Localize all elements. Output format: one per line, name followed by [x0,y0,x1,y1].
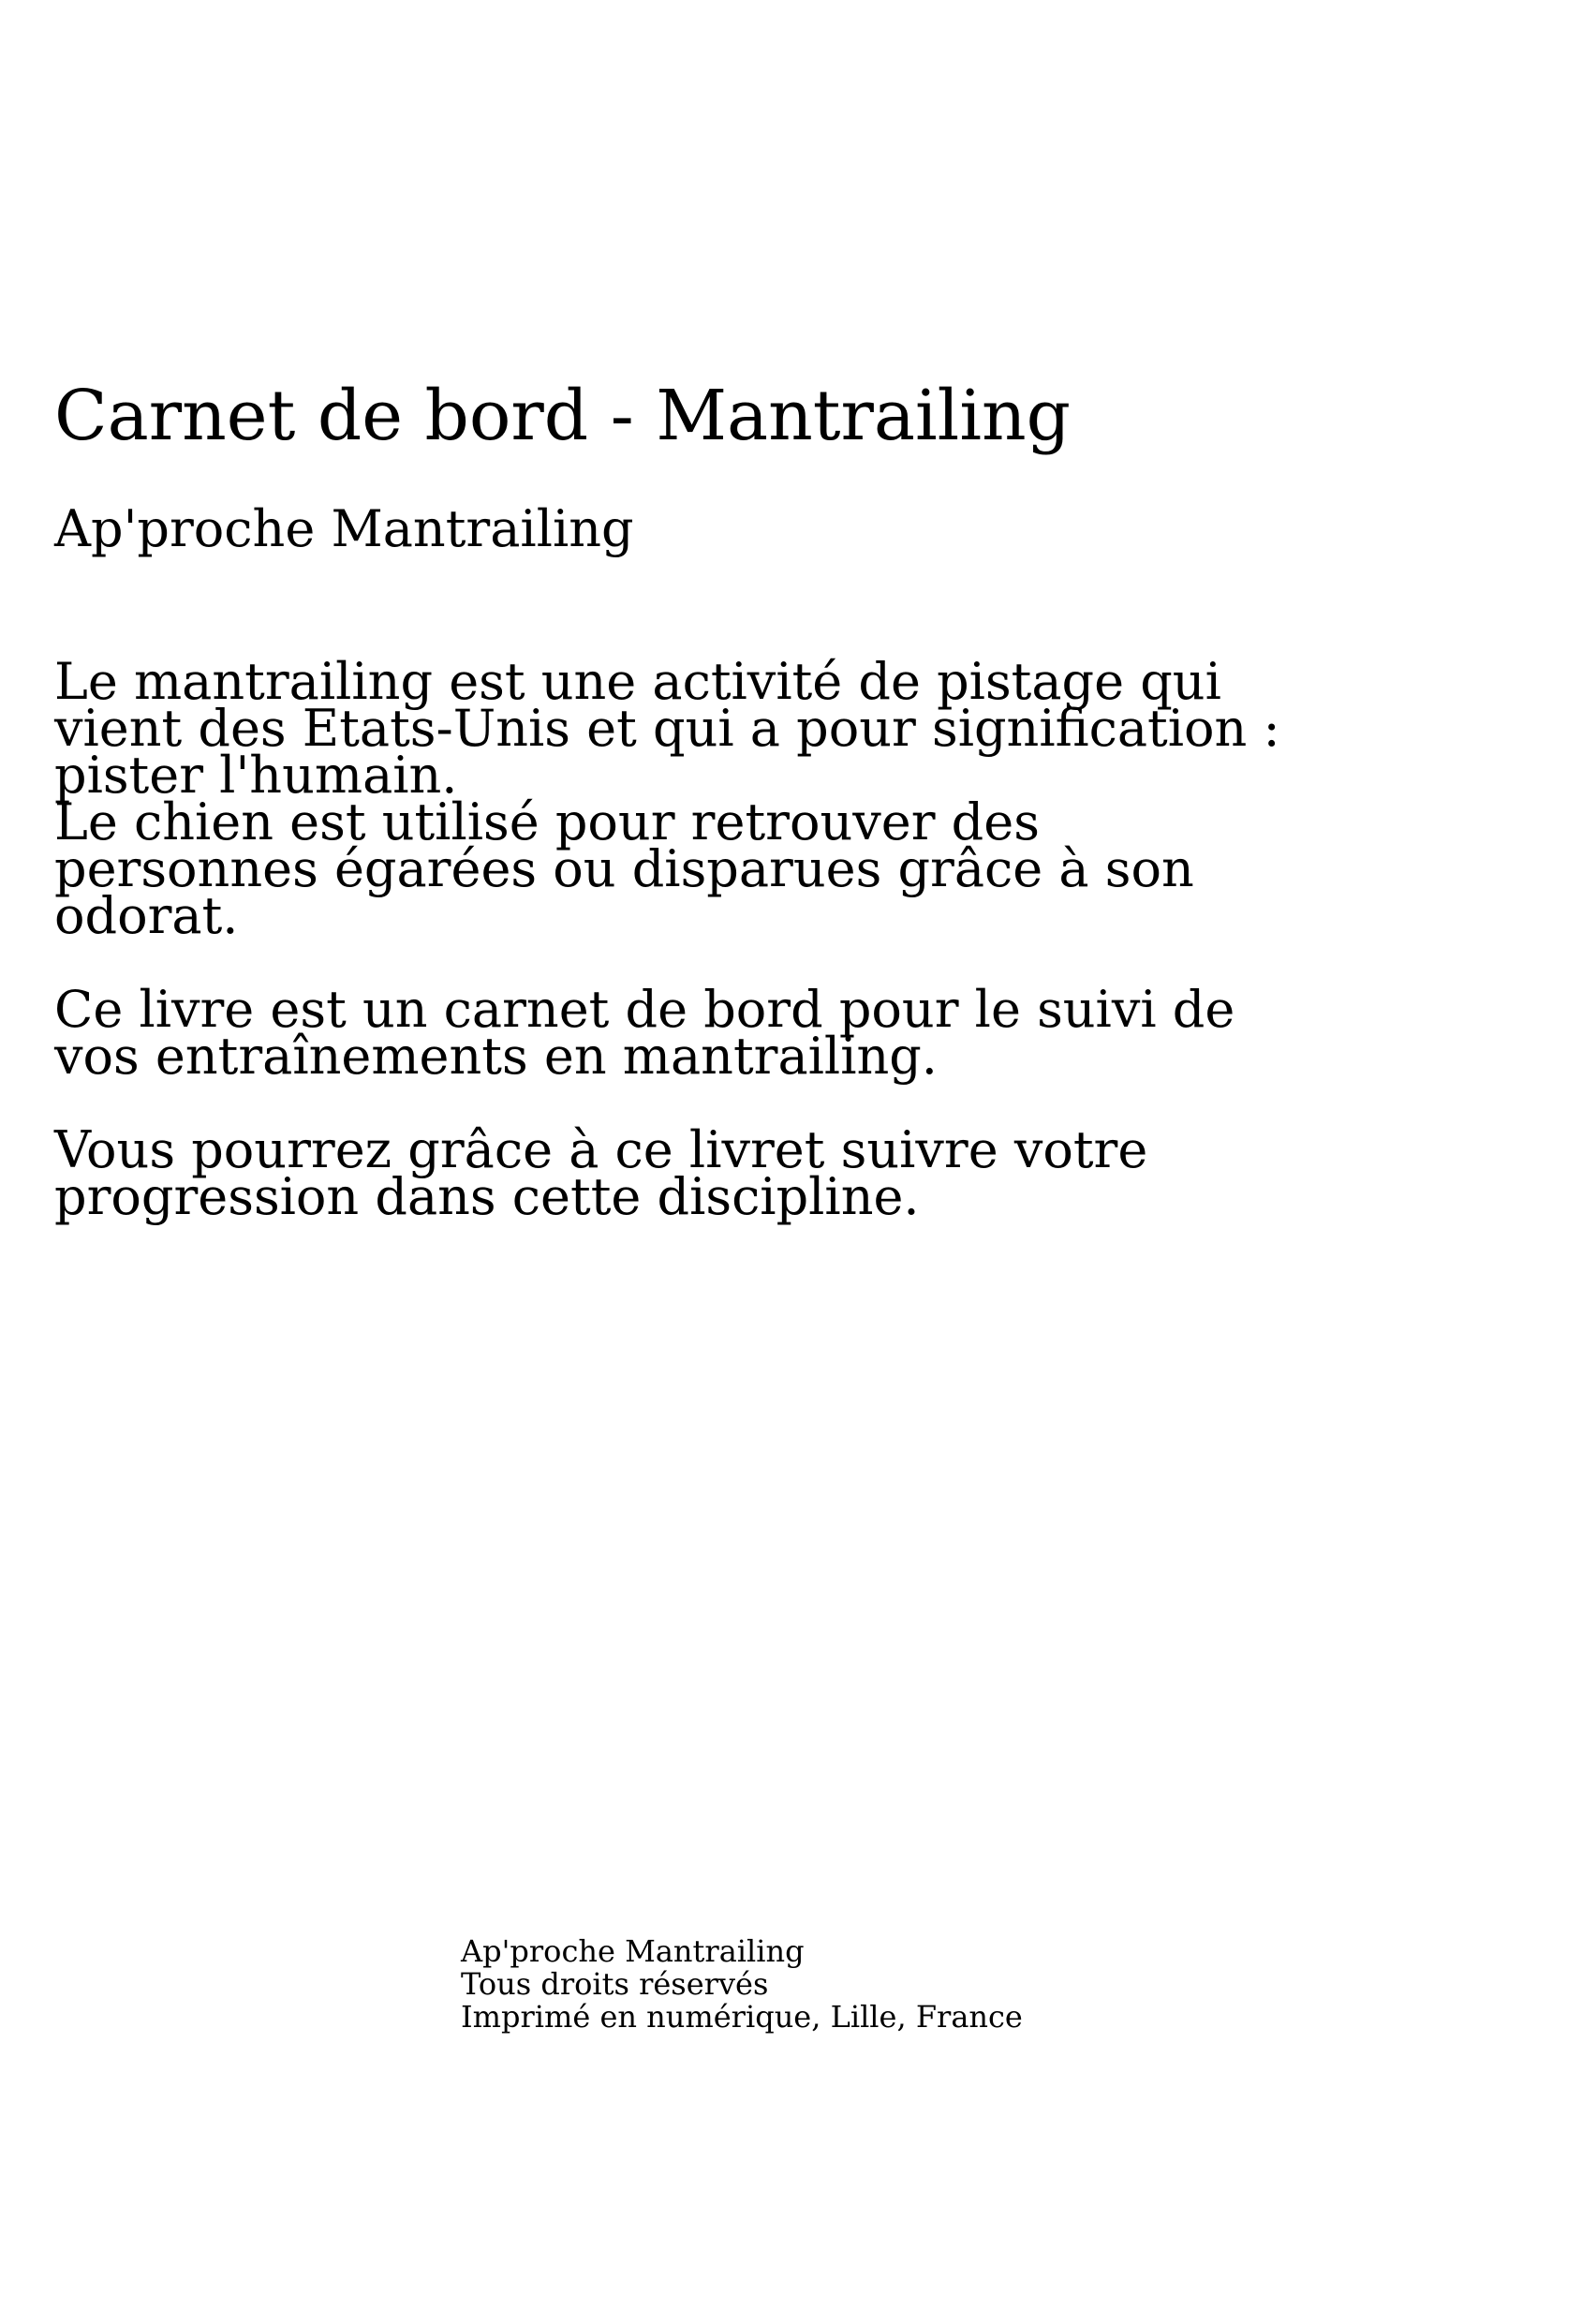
text-line: Vous pourrez grâce à ce livret suivre votre [54,1120,1148,1179]
page-subtitle: Ap'proche Mantrailing [54,499,634,558]
text-line: progression dans cette discipline. [54,1167,920,1226]
colophon [461,1935,1023,2034]
text-line: Le mantrailing est une activité de pistage qui [54,652,1221,711]
text-line: personnes égarées ou disparues grâce à son [54,839,1194,898]
colophon-printing: Imprimé en numérique, Lille, France [461,1999,1023,2035]
colophon-rights: Tous droits réservés [461,1966,769,2002]
text-line: vient des Etats-Unis et qui a pour signification : [54,699,1280,758]
text-line: odorat. [54,886,239,945]
text-line: vos entraînements en mantrailing. [54,1027,938,1086]
paragraph-intro [54,652,1280,945]
paragraph-progress [54,1120,1263,1226]
text-line: Le chien est utilisé pour retrouver des [54,792,1040,851]
paragraph-purpose [54,980,1263,1086]
page-title: Carnet de bord - Mantrailing [54,376,1072,456]
body-text [54,652,1280,1267]
text-line: pister l'humain. [54,746,458,805]
text-line: Ce livre est un carnet de bord pour le suivi de [54,980,1235,1039]
colophon-publisher: Ap'proche Mantrailing [461,1933,805,1969]
